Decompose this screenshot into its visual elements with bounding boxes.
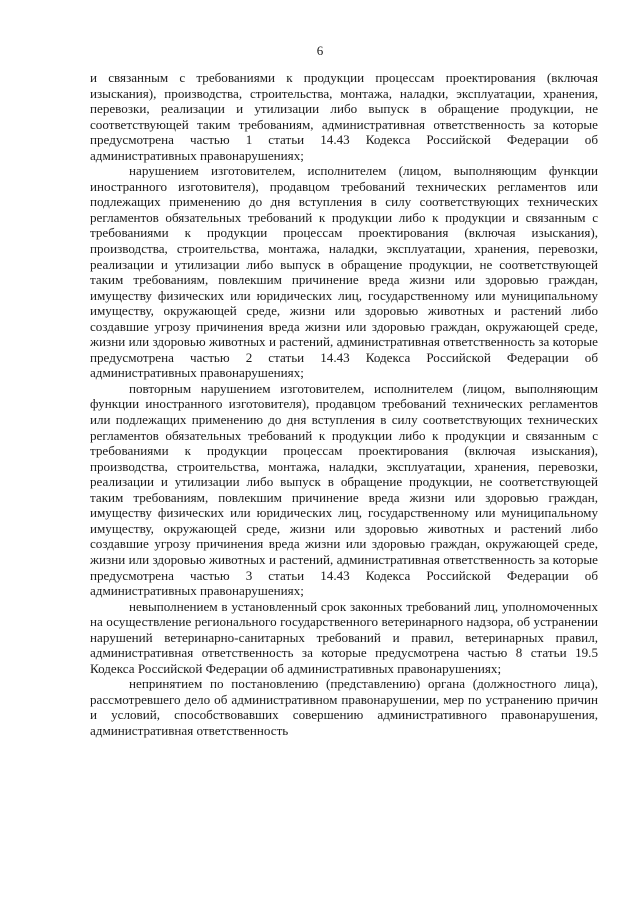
- paragraph-non-acceptance-measures: непринятием по постановлению (представлению) органа (должностного лица), рассмотревшего дело об административном правонарушении, мер по устранению причин и условий, способствовавших совершению административного правонарушения, административная ответственность: [90, 676, 598, 738]
- paragraph-part-2-violation: нарушением изготовителем, исполнителем (лицом, выполняющим функции иностранного изготовителя), продавцом требований технических регламентов или подлежащих применению до дня вступления в силу соответствующих технических регламентов обязательных требований к продукции либо к продукции и связанным с требованиями к продукции процессам проектирования (включая изыскания), производства, строительства, монтажа, наладки, эксплуатации, хранения, перевозки, реализации и утилизации либо выпуск в обращение продукции, не соответствующей таким требованиям, повлекшим причинение вреда жизни или здоровью граждан, имуществу физических или юридических лиц, государственному или муниципальному имуществу, окружающей среде, жизни или здоровью животных и растений либо создавшие угрозу причинения вреда жизни или здоровью граждан, окружающей среде, жизни или здоровью животных и растений, административная ответственность за которые предусмотрена частью 2 статьи 14.43 Кодекса Российской Федерации об административных правонарушениях;: [90, 163, 598, 381]
- page-number: 6: [316, 43, 324, 58]
- document-body: [90, 70, 598, 739]
- paragraph-part-3-repeated-violation: повторным нарушением изготовителем, исполнителем (лицом, выполняющим функции иностранного изготовителя), продавцом требований технических регламентов или подлежащих применению до дня вступления в силу соответствующих технических регламентов обязательных требований к продукции либо к продукции и связанным с требованиями к продукции процессам проектирования (включая изыскания), производства, строительства, монтажа, наладки, эксплуатации, хранения, перевозки, реализации и утилизации либо выпуск в обращение продукции, не соответствующей таким требованиям, повлекшим причинение вреда жизни или здоровью граждан, имуществу физических или юридических лиц, государственному или муниципальному имуществу, окружающей среде, жизни или здоровью животных и растений либо создавшие угрозу причинения вреда жизни или здоровью граждан, окружающей среде, жизни или здоровью животных и растений, административная ответственность за которые предусмотрена частью 3 статьи 14.43 Кодекса Российской Федерации об административных правонарушениях;: [90, 380, 598, 599]
- paragraph-veterinary-supervision: невыполнением в установленный срок законных требований лиц, уполномоченных на осуществление регионального государственного ветеринарного надзора, об устранении нарушений ветеринарно-санитарных требований и правил, ветеринарных правил, административная ответственность за которые предусмотрена частью 8 статьи 19.5 Кодекса Российской Федерации об административных правонарушениях;: [90, 598, 598, 676]
- paragraph-continuation: и связанным с требованиями к продукции процессам проектирования (включая изыскания), производства, строительства, монтажа, наладки, эксплуатации, хранения, перевозки, реализации и утилизации либо выпуск в обращение продукции, не соответствующей таким требованиям, административная ответственность за которые предусмотрена частью 1 статьи 14.43 Кодекса Российской Федерации об административных правонарушениях;: [90, 70, 598, 163]
